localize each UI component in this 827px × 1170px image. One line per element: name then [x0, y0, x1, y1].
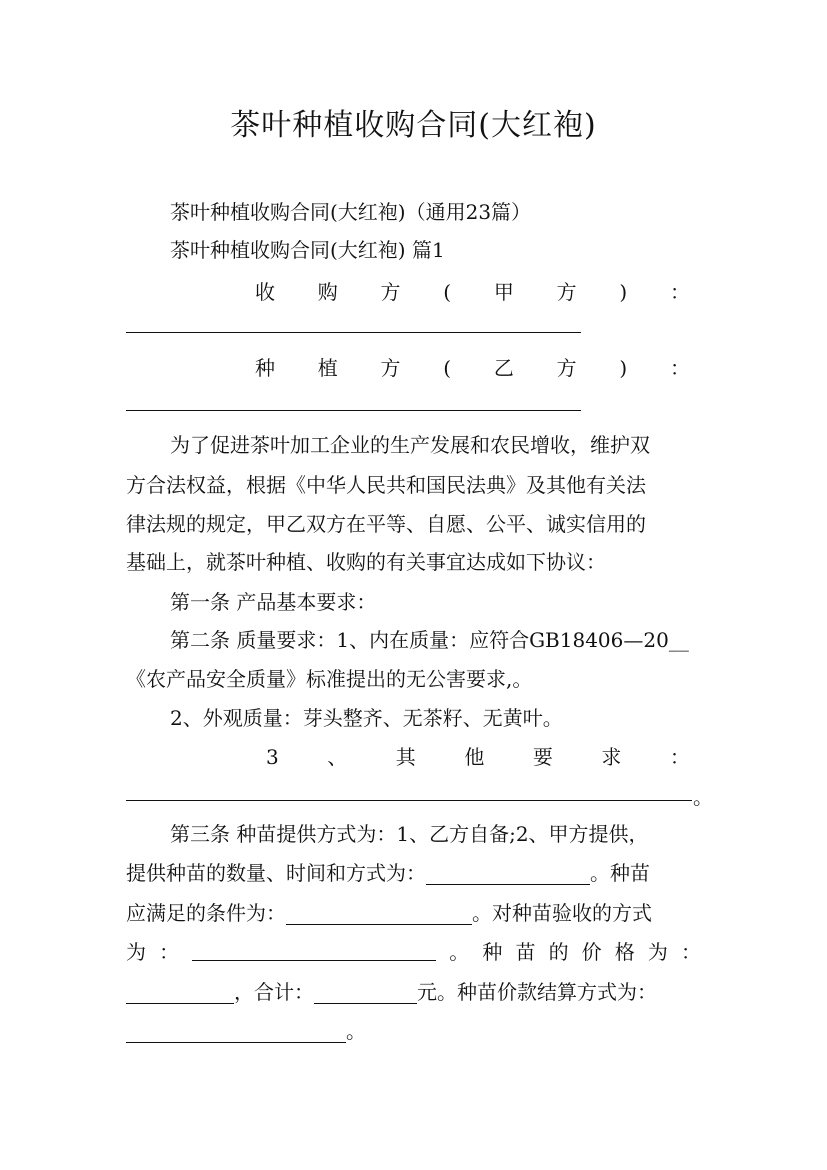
article-2-line: 《农产品安全质量》标准提出的无公害要求,。 [126, 667, 533, 691]
document-title: 茶叶种植收购合同(大红袍) [230, 108, 597, 143]
article-3-line: 应满足的条件为： 。对种苗验收的方式 [126, 901, 652, 925]
blank-inspection-method [192, 940, 436, 961]
blank-seedling-price [126, 983, 234, 1004]
buyer-blank [126, 332, 581, 333]
article-3-line: 。 [126, 1019, 701, 1043]
buyer-label: 收 购 方 ( 甲 方 ) ： [255, 280, 690, 304]
article-3-line: ，合计： 元。种苗价款结算方式为： [126, 980, 701, 1004]
article-1: 第一条 产品基本要求： [170, 590, 377, 614]
preamble-line: 律法规的规定，甲乙双方在平等、自愿、公平、诚实信用的 [126, 512, 646, 536]
preamble-line: 基础上，就茶叶种植、收购的有关事宜达成如下协议： [126, 550, 606, 574]
other-requirements-blank [126, 800, 692, 801]
other-requirements-label: 3 、 其 他 要 求 ： [266, 745, 690, 769]
grower-label: 种 植 方 ( 乙 方 ) ： [255, 356, 690, 380]
blank-seedling-quantity [426, 864, 590, 885]
period: 。 [693, 785, 713, 809]
blank-total [314, 983, 417, 1004]
article-2-line: 2、外观质量：芽头整齐、无茶籽、无黄叶。 [170, 706, 563, 730]
article-3-line: 为 ： 。 种 苗 的 价 格 为 ： [126, 940, 701, 964]
article-3-line: 提供种苗的数量、时间和方式为： 。种苗 [126, 861, 650, 885]
grower-blank [126, 410, 581, 411]
preamble-line: 为了促进茶叶加工企业的生产发展和农民增收，维护双 [170, 433, 650, 457]
section-heading: 茶叶种植收购合同(大红袍) 篇1 [170, 238, 445, 262]
preamble-line: 方合法权益，根据《中华人民共和国民法典》及其他有关法 [126, 473, 646, 497]
blank-seedling-conditions [286, 904, 472, 925]
article-3-line: 第三条 种苗提供方式为：1、乙方自备;2、甲方提供， [170, 822, 649, 846]
blank-settlement-method [126, 1022, 346, 1043]
subtitle: 茶叶种植收购合同(大红袍)（通用23篇） [170, 200, 532, 224]
article-2-line: 第二条 质量要求：1、内在质量：应符合GB18406—20__ [170, 628, 689, 652]
